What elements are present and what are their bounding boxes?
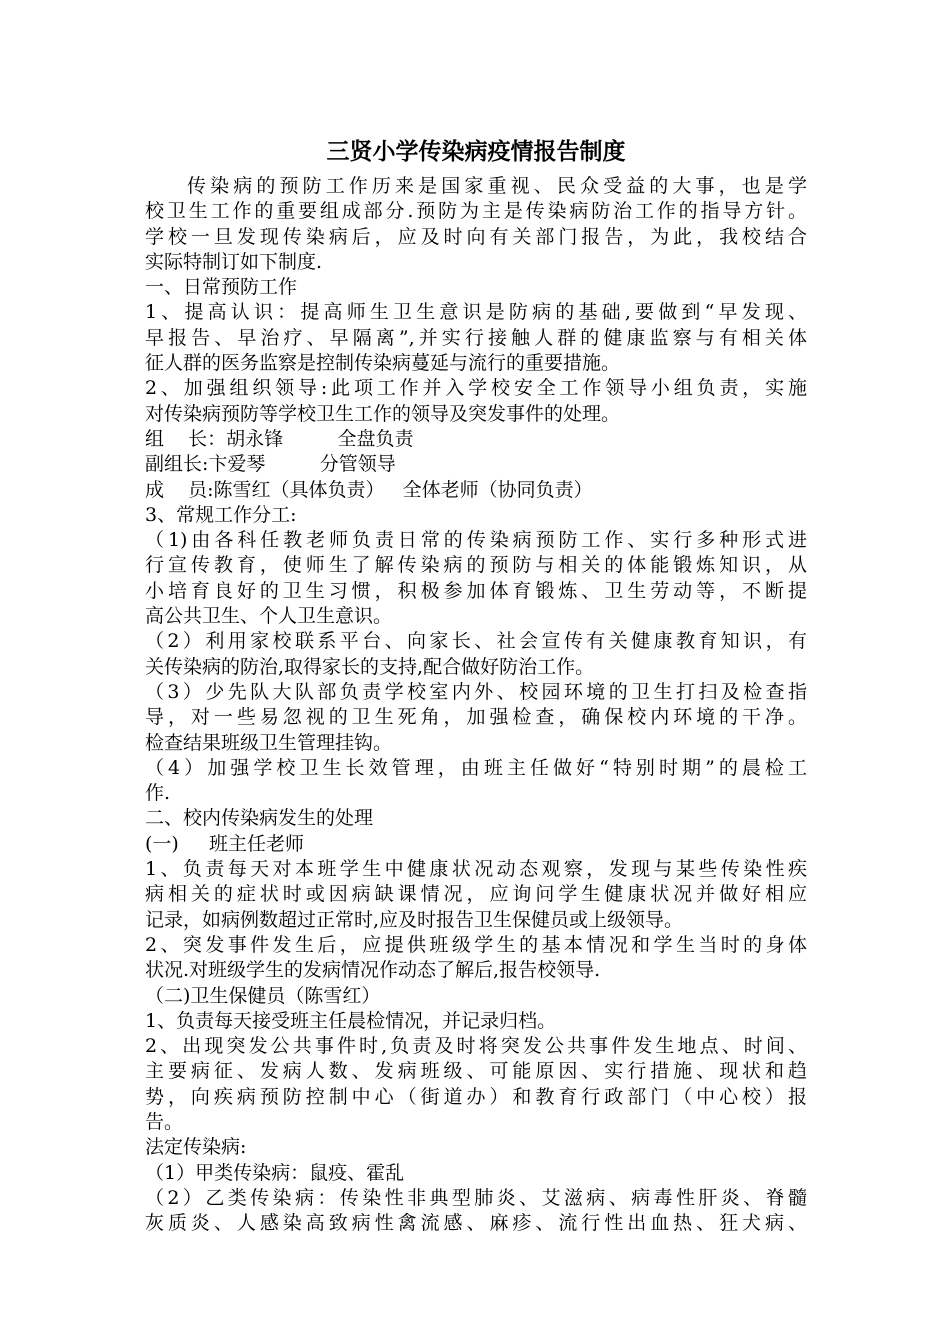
body-line: 1、提高认识：提高师生卫生意识是防病的基础,要做到“早发现、 (145, 301, 807, 324)
body-line: （2）利用家校联系平台、向家长、社会宣传有关健康教育知识，有 (145, 630, 807, 653)
body-line: 小培育良好的卫生习惯，积极参加体育锻炼、卫生劳动等，不断提 (145, 579, 807, 602)
body-line: 2、出现突发公共事件时,负责及时将突发公共事件发生地点、时间、 (145, 1035, 807, 1058)
body-line: 病相关的症状时或因病缺课情况，应询问学生健康状况并做好相应 (145, 883, 807, 906)
subsection-heading: （二)卫生保健员（陈雪红） (145, 984, 381, 1007)
document-title: 三贤小学传染病疫情报告制度 (326, 138, 626, 165)
body-line: 2、加强组织领导:此项工作并入学校安全工作领导小组负责，实施 (145, 377, 807, 400)
body-line: 3、常规工作分工: (145, 503, 297, 526)
body-line: 1、负责每天接受班主任晨检情况，并记录归档。 (145, 1009, 557, 1032)
body-line: 记录，如病例数超过正常时,应及时报告卫生保健员或上级领导。 (145, 908, 684, 931)
body-line: 灰质炎、人感染高致病性禽流感、麻疹、流行性出血热、狂犬病、 (145, 1212, 807, 1235)
body-line: 对传染病预防等学校卫生工作的领导及突发事件的处理。 (145, 402, 621, 425)
body-line: 早报告、早治疗、早隔离”,并实行接触人群的健康监察与有相关体 (145, 326, 807, 349)
body-line: 关传染病的防治,取得家长的支持,配合做好防治工作。 (145, 655, 595, 678)
body-line: （1）甲类传染病：鼠疫、霍乱 (145, 1161, 405, 1184)
body-line: 征人群的医务监察是控制传染病蔓延与流行的重要措施。 (145, 352, 621, 375)
body-line: 状况.对班级学生的发病情况作动态了解后,报告校领导. (145, 959, 601, 982)
document-page (145, 130, 807, 1236)
body-line: （2）乙类传染病：传染性非典型肺炎、艾滋病、病毒性肝炎、脊髓 (145, 1186, 807, 1209)
body-line: 主要病征、发病人数、发病班级、可能原因、实行措施、现状和趋 (145, 1060, 807, 1083)
subsection-heading: (一) 班主任老师 (145, 832, 305, 855)
staff-leader-line: 组 长：胡永锋 全盘负责 (145, 427, 414, 450)
body-line: 1、负责每天对本班学生中健康状况动态观察，发现与某些传染性疾 (145, 858, 807, 881)
body-line: 告。 (145, 1110, 184, 1133)
body-line: 行宣传教育，使师生了解传染病的预防与相关的体能锻炼知识，从 (145, 554, 807, 577)
staff-member-line: 成 员:陈雪红（具体负责） 全体老师（协同负责） (145, 478, 593, 501)
section-heading-1: 一、日常预防工作 (145, 276, 298, 299)
body-line: 作. (145, 782, 171, 805)
body-line: 检查结果班级卫生管理挂钩。 (145, 731, 393, 754)
staff-deputy-line: 副组长:卞爱琴 分管领导 (145, 453, 396, 476)
intro-line-4: 实际特制订如下制度. (145, 250, 323, 273)
body-line: 2、突发事件发生后，应提供班级学生的基本情况和学生当时的身体 (145, 933, 807, 956)
intro-line-3: 学校一旦发现传染病后，应及时向有关部门报告，为此，我校结合 (145, 225, 807, 248)
body-line: （3）少先队大队部负责学校室内外、校园环境的卫生打扫及检查指 (145, 680, 807, 703)
body-line: （1)由各科任教老师负责日常的传染病预防工作、实行多种形式进 (145, 529, 807, 552)
intro-line-1: 传染病的预防工作历来是国家重视、民众受益的大事，也是学 (187, 175, 807, 197)
intro-line-2: 校卫生工作的重要组成部分.预防为主是传染病防治工作的指导方针。 (145, 200, 807, 223)
section-heading-2: 二、校内传染病发生的处理 (145, 807, 374, 830)
body-line: （4）加强学校卫生长效管理，由班主任做好“特别时期”的晨检工 (145, 756, 807, 779)
body-line: 导，对一些易忽视的卫生死角，加强检查，确保校内环境的干净。 (145, 706, 807, 729)
body-line: 高公共卫生、个人卫生意识。 (145, 605, 393, 628)
body-line: 势，向疾病预防控制中心（街道办）和教育行政部门（中心校）报 (145, 1085, 807, 1108)
subsection-heading: 法定传染病: (145, 1136, 247, 1159)
